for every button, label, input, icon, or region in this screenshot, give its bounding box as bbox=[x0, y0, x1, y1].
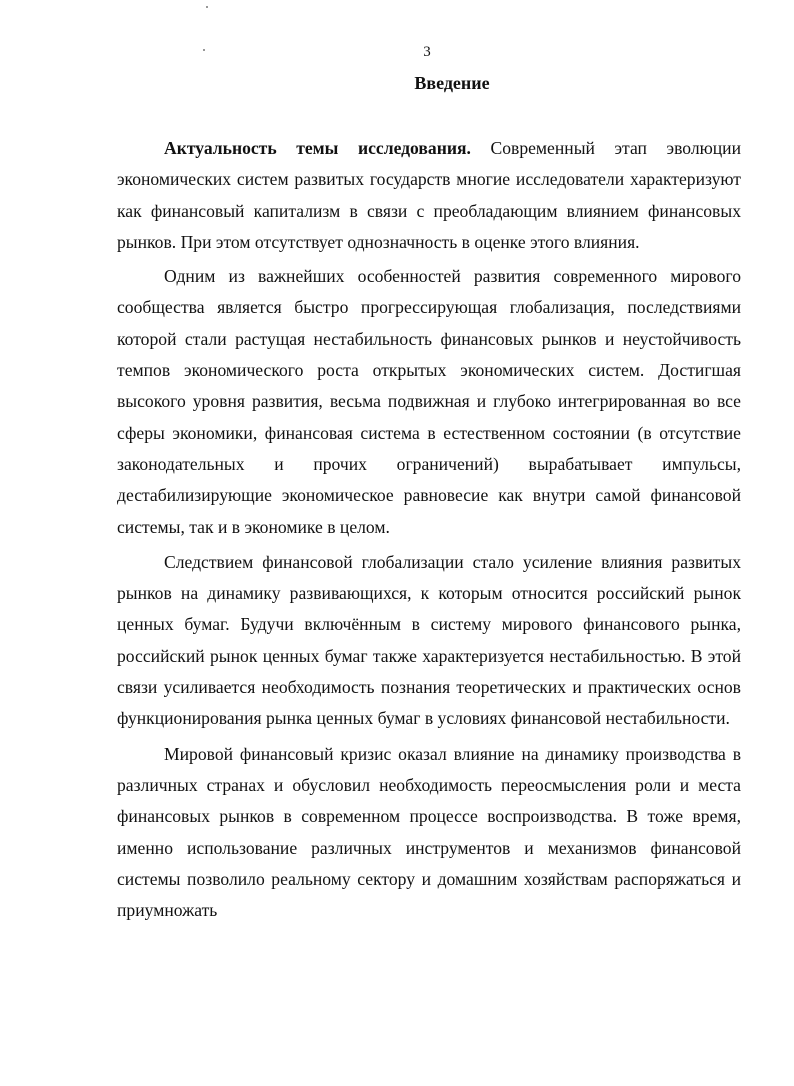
paragraph-text: Современный этап эволюции экономических систем развитых государств многие исследователи характеризуют как финансовый капитализм в связи с преобладающим влиянием финансовых рынков. При этом отсутствует однозначность в оценке этого влияния. bbox=[117, 138, 741, 252]
paragraph: Следствием финансовой глобализации стало усиление влияния развитых рынков на динамику развивающихся, к которым относится российский рынок ценных бумаг. Будучи включённым в систему мирового финансового рынка, российский рынок ценных бумаг также характеризуется нестабильностью. В этой связи усиливается необходимость познания теоретических и практических основ функционирования рынка ценных бумаг в условиях финансовой нестабильности. bbox=[117, 551, 741, 729]
page-number: 3 bbox=[423, 44, 431, 60]
paragraph: Одним из важнейших особенностей развития современного мирового сообщества является быстро прогрессирующая глобализация, последствиями которой стали растущая нестабильность финансовых рынков и неустойчивость темпов экономического роста открытых экономических систем. Достигшая высокого уровня развития, весьма подвижная и глубоко интегрированная во все сферы экономики, финансовая система в естественном состоянии (в отсутствие законодательных и прочих ограничений) вырабатывает импульсы, дестабилизирующие экономическое равновесие как внутри самой финансовой системы, так и в экономике в целом. bbox=[117, 266, 741, 537]
paragraph: Мировой финансовый кризис оказал влияние на динамику производства в различных странах и обусловил необходимость переосмысления роли и места финансовых рынков в современном процессе воспроизводства. В тоже время, именно использование различных инструментов и механизмов финансовой системы позволило реальному сектору и домашним хозяйствам распоряжаться и приумножать bbox=[117, 743, 741, 921]
section-title: Введение bbox=[414, 73, 490, 93]
paragraph bbox=[117, 133, 741, 258]
document-body bbox=[117, 133, 741, 930]
paragraph-lead: Актуальность темы исследования. bbox=[164, 138, 471, 158]
scan-speck bbox=[206, 6, 208, 8]
